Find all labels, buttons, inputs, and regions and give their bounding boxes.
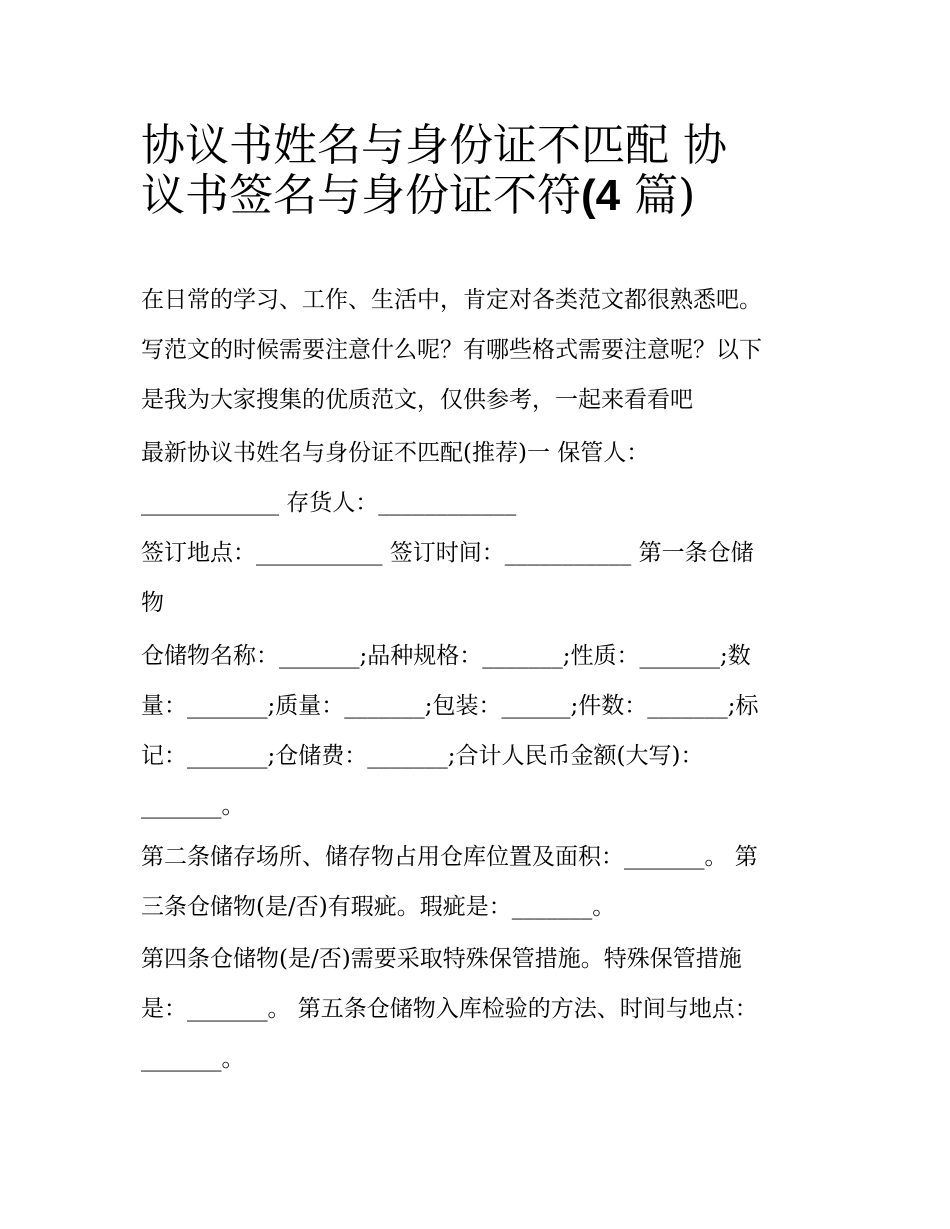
intro-paragraph	[141, 275, 813, 425]
document-title	[141, 114, 813, 221]
intro-line: 是我为大家搜集的优质范文，仅供参考，一起来看看吧	[141, 387, 693, 413]
title-line-1: 协议书姓名与身份证不匹配 协	[141, 120, 727, 171]
contract-line: 签订地点：___________ 签订时间：___________ 第一条仓储	[141, 540, 754, 566]
contract-clause-4-5	[141, 934, 813, 1084]
contract-line: 第四条仓储物(是/否)需要采取特殊保管措施。特殊保管措施	[141, 946, 742, 972]
storage-item-details	[141, 631, 813, 831]
contract-line: 量：_______;质量：_______;包装：______;件数：_______;标	[141, 693, 759, 719]
contract-line: _______。	[141, 793, 245, 819]
contract-line: _______。	[141, 1046, 245, 1072]
title-line-2	[141, 164, 813, 221]
contract-line: 三条仓储物(是/否)有瑕疵。瑕疵是：_______。	[141, 894, 616, 920]
contract-line: 是：_______。 第五条仓储物入库检验的方法、时间与地点：	[141, 996, 758, 1022]
contract-clause-2-3	[141, 832, 813, 932]
contract-clause-1	[141, 528, 813, 628]
contract-line: 记：_______;仓储费：_______;合计人民币金额(大写)：	[141, 743, 704, 769]
contract-line: 物	[141, 590, 164, 616]
contract-line: ____________ 存货人：____________	[141, 490, 517, 516]
title-count-close: 篇)	[620, 170, 696, 221]
title-line-2-text: 议书签名与身份证不符	[141, 170, 581, 221]
section-heading-text: 最新协议书姓名与身份证不匹配(推荐)一 保管人：	[141, 440, 650, 466]
intro-line: 在日常的学习、工作、生活中，肯定对各类范文都很熟悉吧。	[141, 287, 762, 313]
contract-line: 仓储物名称：_______;品种规格：_______;性质：_______;数	[141, 643, 751, 669]
section-heading	[141, 428, 813, 478]
contract-line: 第二条储存场所、储存物占用仓库位置及面积：_______。 第	[141, 844, 758, 870]
intro-line: 写范文的时候需要注意什么呢？有哪些格式需要注意呢？以下	[141, 337, 762, 363]
title-count-open: (4	[581, 171, 621, 220]
contract-fields	[141, 478, 813, 528]
